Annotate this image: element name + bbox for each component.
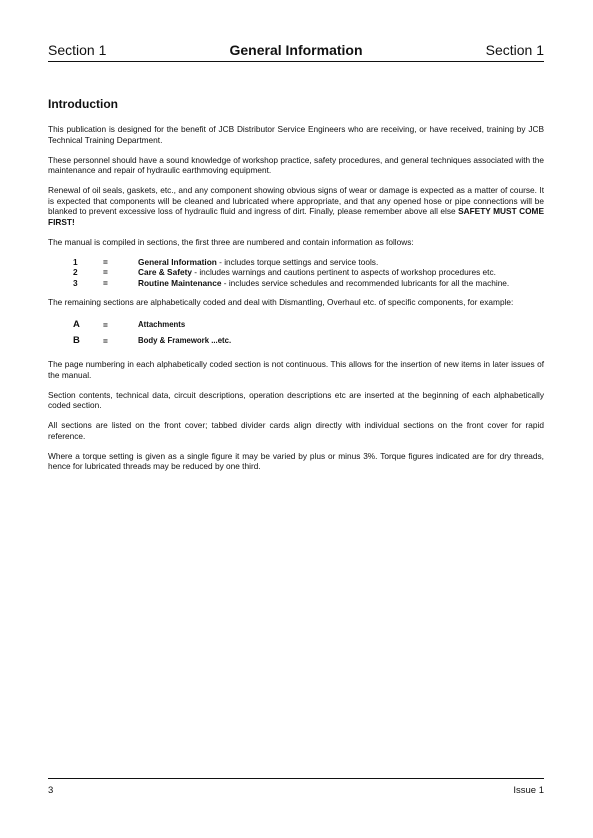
list-item-title: Care & Safety: [138, 267, 192, 277]
list-item-text: Attachments: [138, 320, 186, 329]
issue-label: Issue 1: [513, 785, 544, 796]
safety-notice: SAFETY MUST COME FIRST!: [48, 206, 544, 227]
list-item-description: - includes service schedules and recommended lubricants for all the machine.: [221, 277, 510, 288]
list-item-text: [138, 257, 544, 268]
paragraph-4: The manual is compiled in sections, the first three are numbered and contain information as follows:: [48, 236, 414, 247]
list-item: [48, 317, 544, 333]
list-item-equals: =: [103, 267, 108, 277]
list-item-text: Body & Framework ...etc.: [138, 336, 232, 345]
list-item: [48, 267, 544, 278]
paragraph-3-text: Renewal of oil seals, gaskets, etc., and any component showing obvious signs of wear or damage is expected as a matter of course. It is expected that components will be cleaned and lubricated where appropriate, and that any opened hose or pipe connections will be blanked to prevent excessive loss of hydraulic fluid and ingress of dirt. Finally, please remember above all else: [48, 185, 544, 216]
paragraph-6: The page numbering in each alphabetically coded section is not continuous. This allows for the insertion of new items in later issues of the manual.: [48, 359, 544, 380]
list-item-letter: B: [73, 335, 80, 346]
list-item-letter: A: [73, 319, 80, 330]
list-item-number: 2: [73, 267, 78, 277]
list-item-equals: =: [103, 336, 108, 346]
list-item-number: 3: [73, 277, 78, 288]
header-section-left: Section 1: [48, 42, 107, 58]
page-content: [48, 97, 544, 481]
page-header: [48, 42, 544, 62]
list-item: [48, 333, 544, 349]
list-item-title: Routine Maintenance: [138, 277, 222, 288]
paragraph-9: Where a torque setting is given as a single figure it may be varied by plus or minus 3%. Torque figures indicated are for dry threads, hence for lubricated threads may be reduced by one third.: [48, 450, 544, 471]
section-heading: Introduction: [48, 97, 118, 111]
list-item: [48, 278, 544, 289]
list-item-text: [138, 278, 544, 289]
paragraph-2: These personnel should have a sound knowledge of workshop practice, safety procedures, and general techniques associated with the maintenance and repair of hydraulic earthmoving equipment.: [48, 154, 544, 175]
list-item-description: - includes torque settings and service tools.: [216, 256, 379, 267]
list-item-equals: =: [103, 320, 108, 330]
list-item-number: 1: [73, 256, 78, 267]
list-item-title: General Information: [138, 256, 217, 267]
list-item: [48, 257, 544, 268]
lettered-sections-list: [48, 317, 544, 349]
paragraph-7: Section contents, technical data, circuit descriptions, operation descriptions etc are inserted at the beginning of each alphabetically coded section.: [48, 389, 544, 410]
paragraph-1: This publication is designed for the benefit of JCB Distributor Service Engineers who are receiving, or have received, training by JCB Technical Training Department.: [48, 124, 544, 145]
list-item-equals: =: [103, 277, 108, 288]
paragraph-3: [48, 185, 544, 227]
paragraph-5: The remaining sections are alphabetically coded and deal with Dismantling, Overhaul etc. of specific components, for example:: [48, 297, 514, 307]
list-item-text: [138, 267, 544, 278]
list-item-equals: =: [103, 256, 108, 267]
numbered-sections-list: [48, 257, 544, 289]
list-item-description: - includes warnings and cautions pertinent to aspects of workshop procedures etc.: [191, 267, 496, 277]
header-section-right: Section 1: [485, 42, 544, 58]
header-title: General Information: [229, 42, 363, 58]
page-footer: [48, 778, 544, 799]
paragraph-8: All sections are listed on the front cover; tabbed divider cards align directly with individual sections on the front cover for rapid reference.: [48, 420, 544, 441]
page-number: 3: [48, 785, 54, 796]
